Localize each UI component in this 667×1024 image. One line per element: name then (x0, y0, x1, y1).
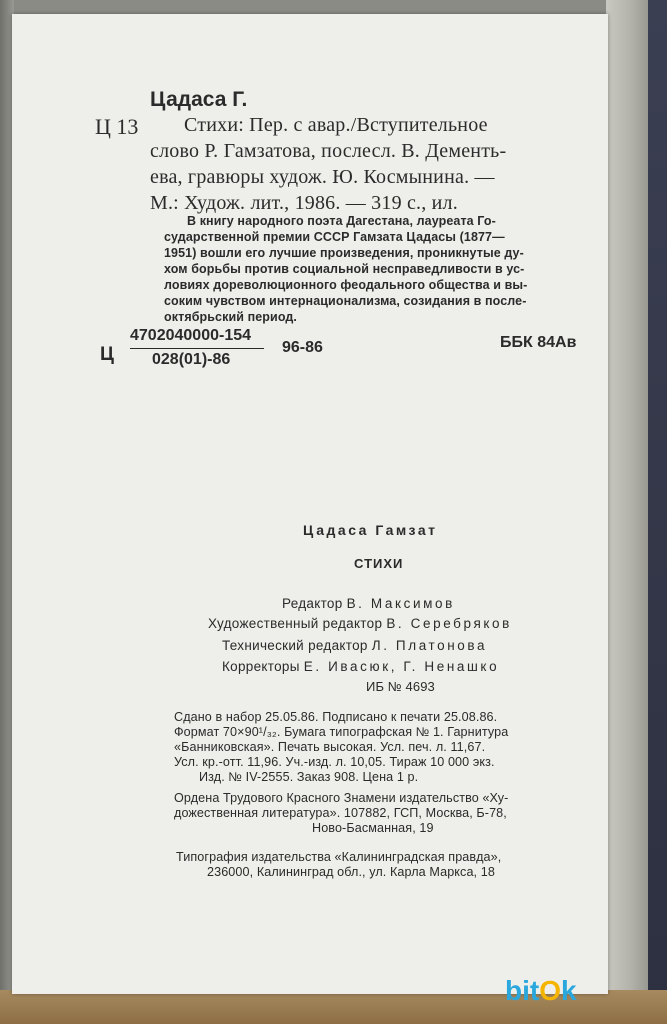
imprint-line: Изд. № IV-2555. Заказ 908. Цена 1 р. (199, 770, 419, 784)
watermark-face-icon: O (539, 975, 561, 1006)
staff-name: Е. Ивасюк, Г. Ненашко (303, 659, 500, 674)
annotation-line: хом борьбы против социальной несправедливости в ус- (164, 262, 525, 276)
printer-line: 236000, Калининград обл., ул. Карла Маркса, 18 (207, 865, 495, 879)
isbn-letter: Ц (100, 344, 114, 365)
record-author: Цадаса Г. (150, 88, 248, 111)
credits-title: СТИХИ (354, 556, 404, 571)
staff-name: В. Максимов (346, 596, 455, 611)
watermark-text: k (561, 975, 577, 1006)
background-right-cover (648, 0, 667, 1024)
annotation-line: соким чувством интернационализма, созидания в после- (164, 294, 527, 308)
bbk-code: ББК 84Ав (500, 334, 577, 351)
publisher-line: Ордена Трудового Красного Знамени издательство «Ху- (174, 791, 509, 805)
watermark-text: bit (505, 975, 540, 1006)
imprint-line: Усл. кр.-отт. 11,96. Уч.-изд. л. 10,05. Тираж 10 000 экз. (174, 755, 495, 769)
staff-row (208, 616, 512, 631)
staff-name: В. Серебряков (386, 616, 512, 631)
publisher-line: Ново-Басманная, 19 (312, 821, 434, 835)
imprint-line: Формат 70×90¹/₃₂. Бумага типографская № 1. Гарнитура (174, 725, 509, 739)
annotation-line: В книгу народного поэта Дагестана, лауреата Го- (187, 214, 496, 228)
isbn-fraction-line (130, 348, 264, 349)
record-index: Ц 13 (95, 114, 139, 139)
imprint-line: Сдано в набор 25.05.86. Подписано к печати 25.08.86. (174, 710, 498, 724)
staff-name: Л. Платонова (371, 638, 488, 653)
staff-row (222, 638, 487, 653)
publisher-line: дожественная литература». 107882, ГСП, Москва, Б-78, (174, 806, 507, 820)
annotation-line: сударственной премии СССР Гамзата Цадасы (1877— (164, 230, 505, 244)
watermark-logo (505, 975, 577, 1007)
staff-role: Редактор (282, 596, 343, 611)
staff-row (282, 596, 455, 611)
annotation-line: октябрьский период. (164, 310, 297, 324)
imprint-line: «Банниковская». Печать высокая. Усл. печ. л. 11,67. (174, 740, 486, 754)
isbn-code: 96-86 (282, 339, 323, 356)
biblio-line: Стихи: Пер. с авар./Вступительное (184, 114, 488, 136)
credits-author: Цадаса Гамзат (303, 522, 438, 538)
isbn-numerator: 4702040000-154 (130, 327, 252, 344)
isbn-denominator: 028(01)-86 (152, 351, 231, 368)
annotation-line: ловиях дореволюционного феодального общества и вы- (164, 278, 528, 292)
annotation-line: 1951) вошли его лучшие произведения, проникнутые ду- (164, 246, 524, 260)
ib-number: ИБ № 4693 (366, 679, 435, 694)
biblio-line: слово Р. Гамзатова, послесл. В. Дементь- (150, 140, 507, 162)
book-page (12, 14, 608, 994)
staff-row (222, 659, 499, 674)
biblio-line: М.: Худож. лит., 1986. — 319 с., ил. (150, 192, 458, 214)
staff-role: Технический редактор (222, 638, 368, 653)
staff-role: Корректоры (222, 659, 300, 674)
staff-role: Художественный редактор (208, 616, 383, 631)
biblio-line: ева, гравюры худож. Ю. Космынина. — (150, 166, 495, 188)
printer-line: Типография издательства «Калининградская правда», (176, 850, 502, 864)
